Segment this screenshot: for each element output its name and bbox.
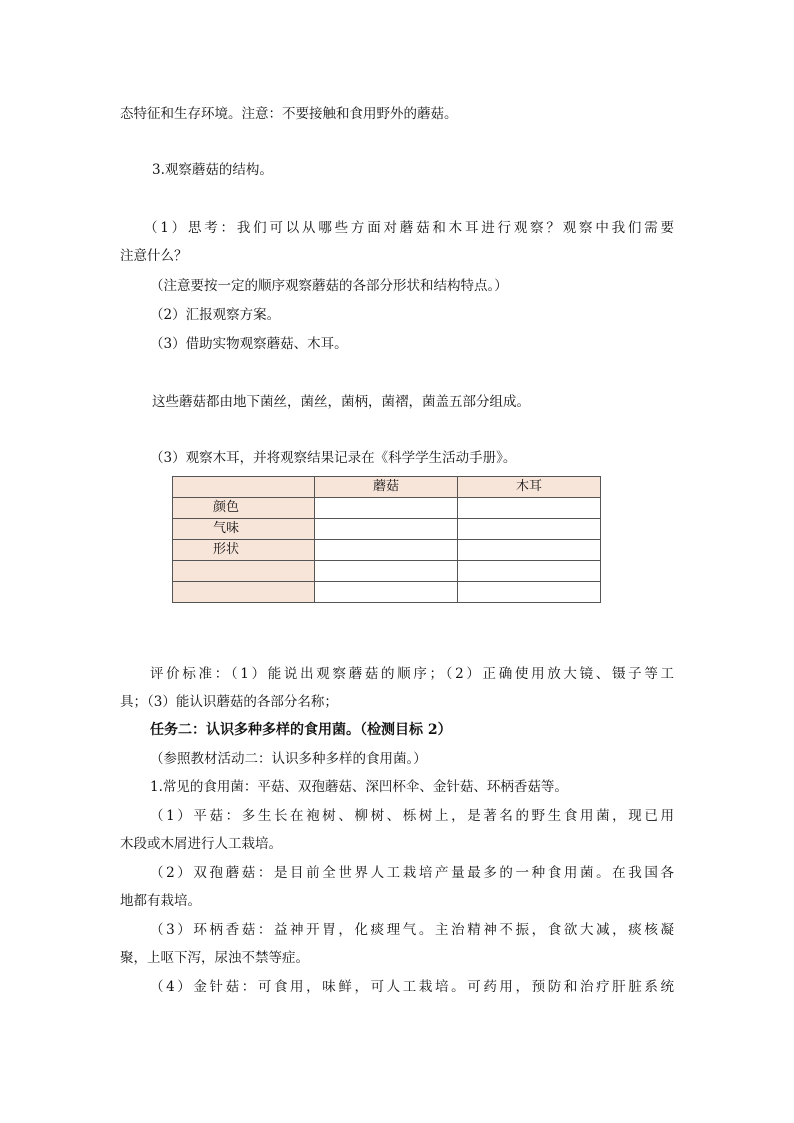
table-row: [173, 540, 601, 561]
table-row-label: 形状: [173, 540, 315, 561]
paragraph-text: （1）思考：我们可以从哪些方面对蘑菇和木耳进行观察？观察中我们需要: [144, 220, 674, 236]
paragraph-text: 评价标准：（1）能说出观察蘑菇的顺序；（2）正确使用放大镜、镊子等工: [150, 666, 674, 682]
table-row: [173, 519, 601, 540]
table-header-cell: 木耳: [458, 477, 601, 498]
paragraph-text: 木段或木屑进行人工栽培。: [120, 836, 282, 852]
paragraph-text: 这些蘑菇都由地下菌丝，菌丝，菌柄，菌褶，菌盖五部分组成。: [152, 394, 530, 410]
observation-table: [172, 476, 601, 603]
table-cell: [458, 540, 601, 561]
paragraph-text: （2）汇报观察方案。: [150, 307, 281, 323]
paragraph-text: 注意什么？: [120, 248, 188, 264]
task-heading: 任务二：认识多种多样的食用菌。（检测目标 2）: [150, 722, 452, 738]
table-row-label: [173, 561, 315, 582]
paragraph-text: 态特征和生存环境。注意：不要接触和食用野外的蘑菇。: [120, 106, 458, 122]
table-header-cell: 蘑菇: [315, 477, 458, 498]
table-header-row: [173, 477, 601, 498]
paragraph-text: （3）借助实物观察蘑菇、木耳。: [150, 336, 348, 352]
table-row: [173, 498, 601, 519]
section-heading: 3.观察蘑菇的结构。: [152, 162, 273, 178]
paragraph-text: 地都有栽培。: [120, 893, 201, 909]
table-cell: [315, 519, 458, 540]
table-cell: [458, 519, 601, 540]
table-cell: [458, 561, 601, 582]
table-cell: [315, 540, 458, 561]
paragraph-text: （2）双孢蘑菇：是目前全世界人工栽培产量最多的一种食用菌。在我国各: [150, 865, 674, 881]
paragraph-text: （1）平菇：多生长在袍树、柳树、栎树上，是著名的野生食用菌，现已用: [150, 808, 674, 824]
table-cell: [315, 498, 458, 519]
table-header-cell: [173, 477, 315, 498]
paragraph-text: （参照教材活动二：认识多种多样的食用菌。）: [150, 751, 427, 767]
table-cell: [458, 582, 601, 603]
paragraph-text: （3）环柄香菇：益神开胃，化痰理气。主治精神不振，食欲大减，痰核凝: [150, 922, 674, 938]
table-row: [173, 582, 601, 603]
table-row: [173, 561, 601, 582]
table-cell: [315, 561, 458, 582]
table-cell: [315, 582, 458, 603]
paragraph-text: 1.常见的食用菌：平菇、双孢蘑菇、深凹杯伞、金针菇、环柄香菇等。: [150, 779, 568, 795]
paragraph-text: （注意要按一定的顺序观察蘑菇的各部分形状和结构特点。）: [150, 278, 508, 294]
table-row-label: 气味: [173, 519, 315, 540]
paragraph-text: （4）金针菇：可食用，味鲜，可人工栽培。可药用，预防和治疗肝脏系统: [150, 979, 674, 995]
table-cell: [458, 498, 601, 519]
table-row-label: 颜色: [173, 498, 315, 519]
paragraph-text: 聚，上呕下泻，尿浊不禁等症。: [120, 950, 309, 966]
paragraph-text: 具；（3）能认识蘑菇的各部分名称；: [120, 694, 338, 710]
table-row-label: [173, 582, 315, 603]
paragraph-text: （3）观察木耳，并将观察结果记录在《科学学生活动手册》。: [150, 450, 517, 466]
